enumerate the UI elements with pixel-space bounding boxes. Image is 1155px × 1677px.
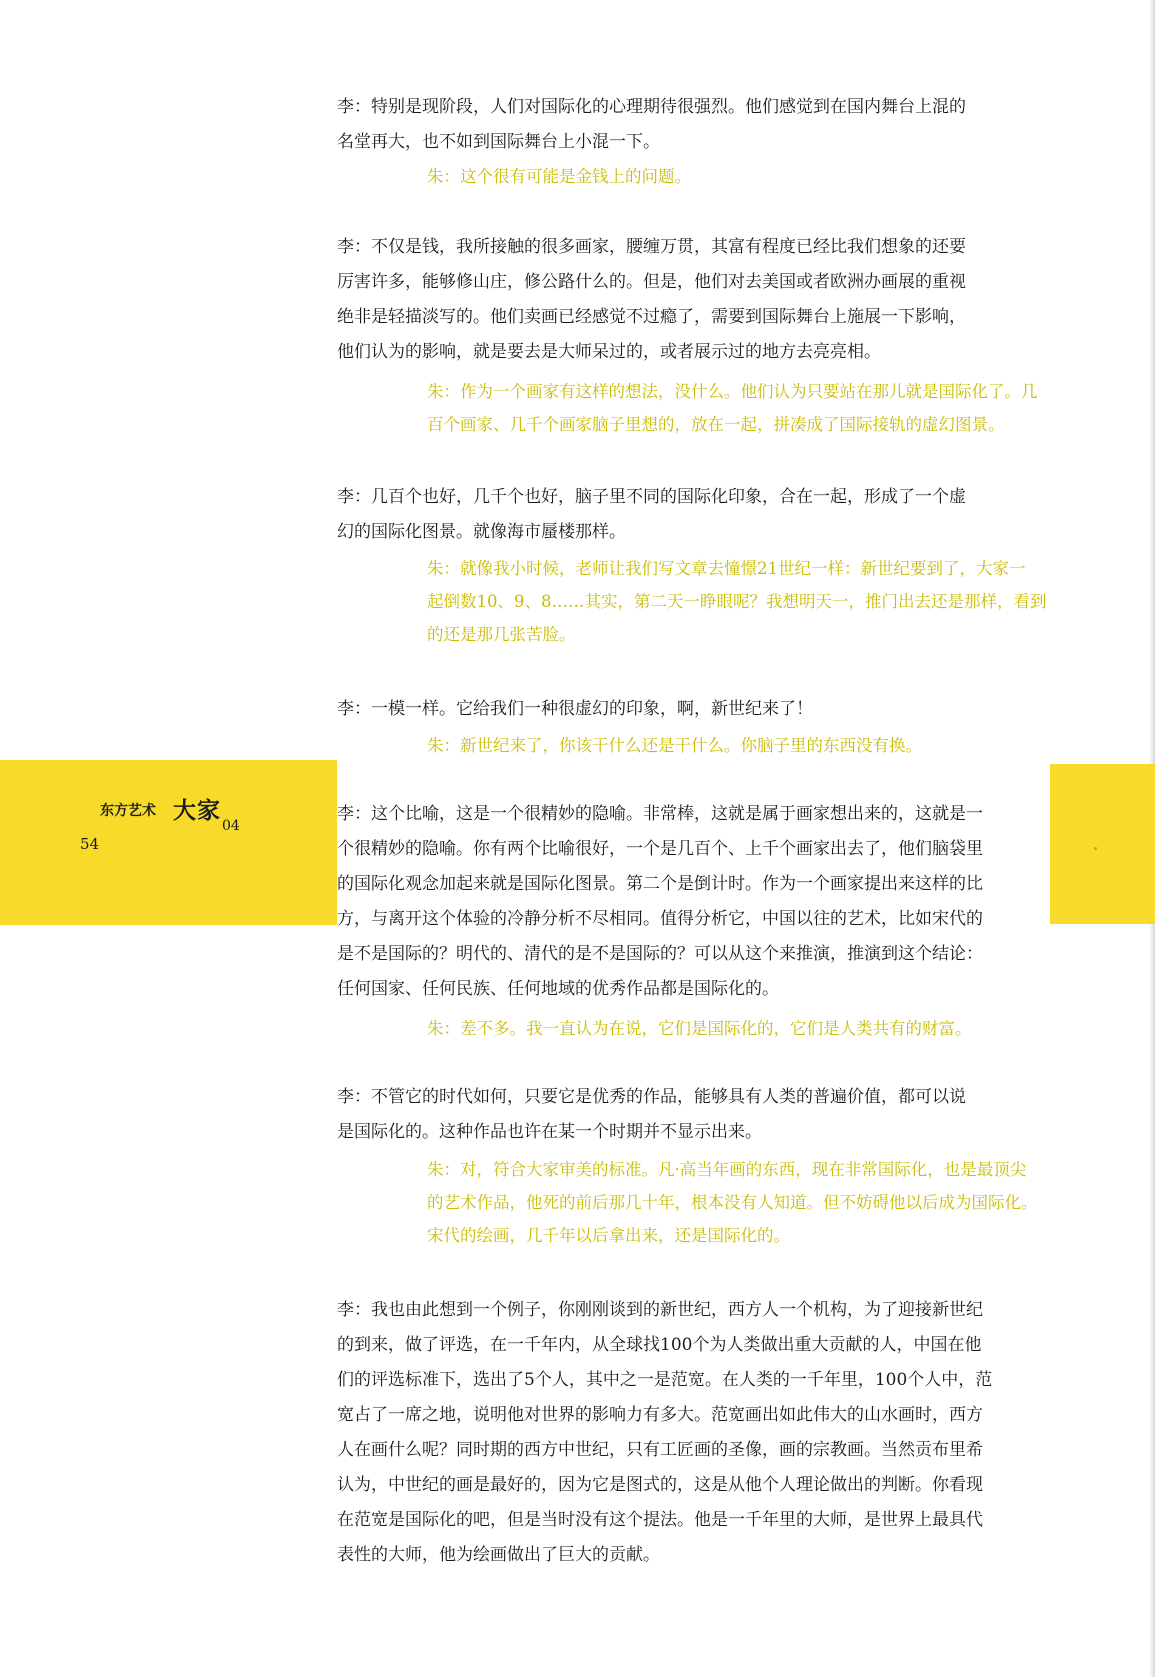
dialogue-li-1: 李：特别是现阶段，人们对国际化的心理期待很强烈。他们感觉到在国内舞台上混的 名堂再大，也不如到国际舞台上小混一下。: [337, 97, 966, 152]
dialogue-li-4: 李：一模一样。它给我们一种很虚幻的印象，啊，新世纪来了！: [337, 699, 813, 719]
series-title: 大家: [173, 797, 221, 824]
dialogue-zhu-5: 朱：差不多。我一直认为在说，它们是国际化的，它们是人类共有的财富。: [427, 1019, 972, 1038]
band-dot: [1094, 847, 1097, 850]
yellow-side-band: [1050, 764, 1155, 924]
dialogue-li-7: 李：我也由此想到一个例子，你刚刚谈到的新世纪，西方人一个机构，为了迎接新世纪 的到来，做了评选，在一千年内，从全球找100个为人类做出重大贡献的人，中国在他 们的评选标准下，选出了5个人，其中之一是范宽。在人类的一千年里，100个人中，范 宽占了一席之地，说明他对世界的影响力有多大。范宽画出如此伟大的山水画时，西方 人在画什么呢？同时期的西方中世纪，只有工匠画的圣像，画的宗教画。当然贡布里希 认为，中世纪的画是最好的，因为它是图式的，这是从他个人理论做出的判断。你看现 在范宽是国际化的吧，但是当时没有这个提法。他是一千年里的大师，是世界上最具代 表性的大师，他为绘画做出了巨大的贡献。: [337, 1300, 993, 1565]
issue-number: 04: [222, 818, 240, 834]
page-number: 54: [80, 835, 100, 853]
yellow-header-band: [0, 760, 337, 925]
dialogue-zhu-6: 朱：对，符合大家审美的标准。凡·高当年画的东西，现在非常国际化，也是最顶尖 的艺术作品，他死的前后那几十年，根本没有人知道。但不妨碍他以后成为国际化。 宋代的绘画，几千年以后拿出来，还是国际化的。: [427, 1160, 1038, 1245]
dialogue-li-3: 李：几百个也好，几千个也好，脑子里不同的国际化印象，合在一起，形成了一个虚 幻的国际化图景。就像海市蜃楼那样。: [337, 487, 966, 542]
dialogue-li-2: 李：不仅是钱，我所接触的很多画家，腰缠万贯，其富有程度已经比我们想象的还要 厉害许多，能够修山庄，修公路什么的。但是，他们对去美国或者欧洲办画展的重视 绝非是轻描淡写的。他们卖画已经感觉不过瘾了，需要到国际舞台上施展一下影响， 他们认为的影响，就是要去是大师呆过的，或者展示过的地方去亮亮相。: [337, 237, 966, 362]
dialogue-zhu-1: 朱：这个很有可能是金钱上的问题。: [427, 167, 691, 186]
dialogue-li-6: 李：不管它的时代如何，只要它是优秀的作品，能够具有人类的普遍价值，都可以说 是国际化的。这种作品也许在某一个时期并不显示出来。: [337, 1087, 966, 1142]
dialogue-li-5: 李：这个比喻，这是一个很精妙的隐喻。非常棒，这就是属于画家想出来的，这就是一 个很精妙的隐喻。你有两个比喻很好，一个是几百个、上千个画家出去了，他们脑袋里 的国际化观念加起来就是国际化图景。第二个是倒计时。作为一个画家提出来这样的比 方，与离开这个体验的冷静分析不尽相同。值得分析它，中国以往的艺术，比如宋代的 是不是国际的？明代的、清代的是不是国际的？可以从这个来推演，推演到这个结论： 任何国家、任何民族、任何地域的优秀作品都是国际化的。: [337, 804, 983, 999]
dialogue-zhu-2: 朱：作为一个画家有这样的想法，没什么。他们认为只要站在那儿就是国际化了。几 百个画家、几千个画家脑子里想的，放在一起，拼凑成了国际接轨的虚幻图景。: [427, 382, 1038, 434]
series-label: 东方艺术: [100, 803, 156, 819]
dialogue-zhu-4: 朱：新世纪来了，你该干什么还是干什么。你脑子里的东西没有换。: [427, 736, 922, 755]
dialogue-zhu-3: 朱：就像我小时候，老师让我们写文章去憧憬21世纪一样：新世纪要到了，大家一 起倒数10、9、8……其实，第二天一睁眼呢？我想明天一，推门出去还是那样，看到 的还是那几张苦脸。: [427, 559, 1047, 644]
